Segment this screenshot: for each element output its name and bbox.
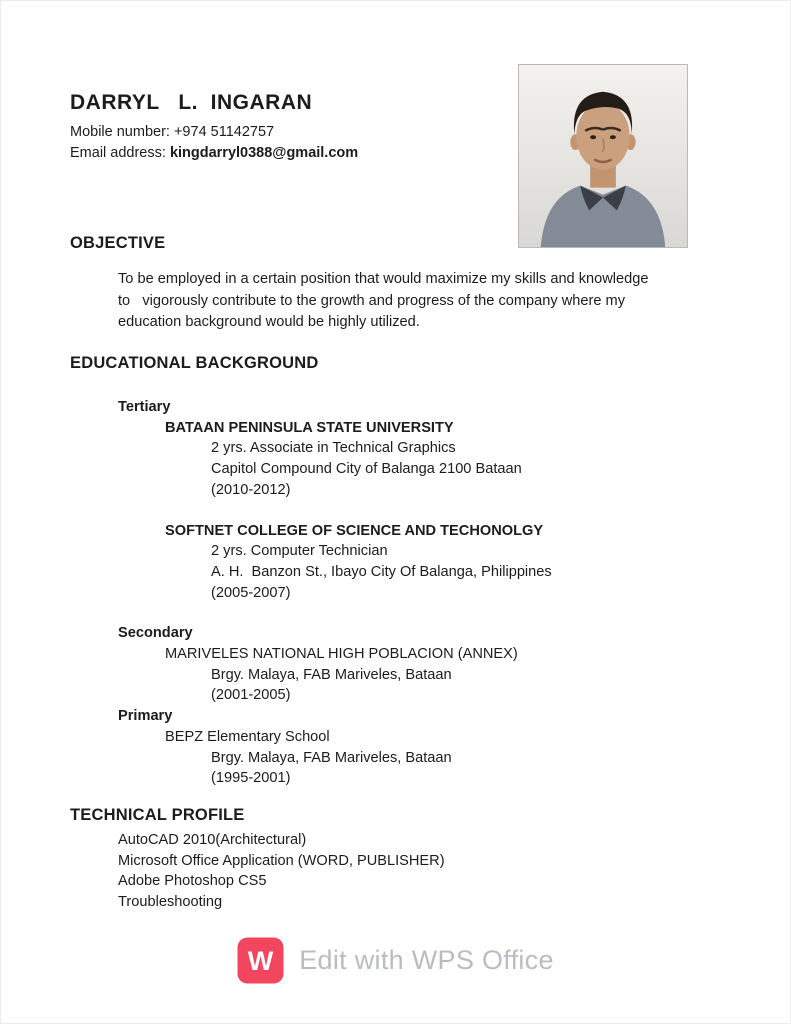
header — [70, 91, 358, 164]
education-heading: EDUCATIONAL BACKGROUND — [70, 354, 319, 372]
technical-item: AutoCAD 2010(Architectural) — [118, 832, 307, 848]
technical-item: Troubleshooting — [118, 893, 223, 910]
education-level-tertiary: Tertiary — [118, 399, 171, 415]
education-level-secondary: Secondary — [118, 625, 193, 642]
school-detail: 2 yrs. Computer Technician — [211, 543, 388, 560]
wps-logo-icon — [237, 937, 284, 984]
svg-text:W: W — [247, 946, 274, 976]
objective-line: To be employed in a certain position that would maximize my skills and knowledge — [118, 271, 649, 287]
spacer — [118, 501, 552, 521]
email-line — [70, 143, 358, 164]
school-detail: Brgy. Malaya, FAB Mariveles, Bataan — [211, 749, 452, 766]
school-detail: (2010-2012) — [211, 481, 291, 498]
school-detail: 2 yrs. Associate in Technical Graphics — [211, 440, 456, 457]
mobile-line — [70, 122, 358, 143]
school-detail: (2001-2005) — [211, 687, 291, 704]
technical-item: Adobe Photoshop CS5 — [118, 873, 267, 890]
school-name: MARIVELES NATIONAL HIGH POBLACION (ANNEX) — [165, 646, 518, 663]
spacer — [118, 603, 552, 623]
technical-profile-heading: TECHNICAL PROFILE — [70, 806, 245, 824]
school-name: BEPZ Elementary School — [165, 728, 330, 745]
school-entry-mariveles — [165, 644, 552, 706]
school-detail: Brgy. Malaya, FAB Mariveles, Bataan — [211, 666, 452, 683]
mobile-label: Mobile number: — [70, 124, 174, 140]
school-entry-softnet — [165, 521, 552, 604]
education-content — [118, 397, 552, 789]
school-detail: (2005-2007) — [211, 584, 291, 601]
objective-text — [118, 269, 649, 334]
portrait-photo-illustration — [519, 65, 687, 247]
email-label: Email address: — [70, 145, 170, 161]
objective-heading: OBJECTIVE — [70, 234, 166, 252]
school-name: SOFTNET COLLEGE OF SCIENCE AND TECHONOLGY — [165, 522, 544, 539]
school-name: BATAAN PENINSULA STATE UNIVERSITY — [165, 419, 454, 436]
objective-line: education background would be highly utilized. — [118, 314, 420, 330]
school-entry-bataan — [165, 418, 552, 501]
education-level-primary: Primary — [118, 708, 173, 725]
school-detail: Capitol Compound City of Balanga 2100 Bataan — [211, 461, 522, 478]
wps-watermark-text: Edit with WPS Office — [299, 945, 554, 975]
school-entry-bepz — [165, 727, 552, 789]
technical-item: Microsoft Office Application (WORD, PUBLISHER) — [118, 852, 445, 869]
school-detail: (1995-2001) — [211, 770, 291, 787]
wps-watermark — [1, 937, 790, 984]
school-detail: A. H. Banzon St., Ibayo City Of Balanga, Philippines — [211, 563, 552, 580]
technical-profile-list — [118, 830, 445, 912]
candidate-name: DARRYL L. INGARAN — [70, 91, 313, 114]
email-value: kingdarryl0388@gmail.com — [169, 145, 359, 161]
mobile-value: +974 51142757 — [173, 124, 275, 140]
portrait-photo — [518, 64, 688, 248]
objective-line: to vigorously contribute to the growth and progress of the company where my — [118, 292, 625, 309]
